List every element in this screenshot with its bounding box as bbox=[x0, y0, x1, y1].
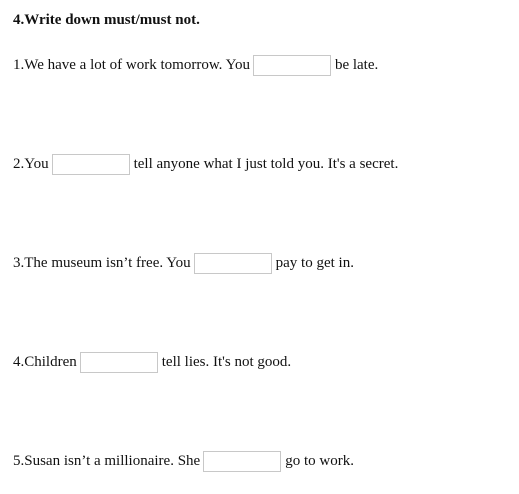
question-2-text-after: tell anyone what I just told you. It's a secret. bbox=[133, 156, 399, 172]
question-3-text-before: 3.The museum isn’t free. You bbox=[13, 255, 191, 271]
question-5-answer-input[interactable] bbox=[203, 451, 281, 472]
question-3-text-after: pay to get in. bbox=[275, 255, 354, 271]
question-4 bbox=[13, 350, 291, 374]
question-4-text-after: tell lies. It's not good. bbox=[161, 354, 292, 370]
question-1-text-before: 1.We have a lot of work tomorrow. You bbox=[13, 57, 250, 73]
question-1-text-after: be late. bbox=[334, 57, 379, 73]
question-3 bbox=[13, 251, 354, 275]
question-5-text-after: go to work. bbox=[285, 453, 354, 469]
exercise-title: 4.Write down must/must not. bbox=[13, 12, 200, 28]
question-2 bbox=[13, 152, 398, 176]
question-2-text-before: 2.You bbox=[13, 156, 49, 172]
question-5 bbox=[13, 449, 354, 473]
question-4-text-before: 4.Children bbox=[13, 354, 77, 370]
question-5-text-before: 5.Susan isn’t a millionaire. She bbox=[13, 453, 201, 469]
question-4-answer-input[interactable] bbox=[80, 352, 158, 373]
question-1-answer-input[interactable] bbox=[253, 55, 331, 76]
question-1 bbox=[13, 53, 378, 77]
question-2-answer-input[interactable] bbox=[52, 154, 130, 175]
question-3-answer-input[interactable] bbox=[194, 253, 272, 274]
